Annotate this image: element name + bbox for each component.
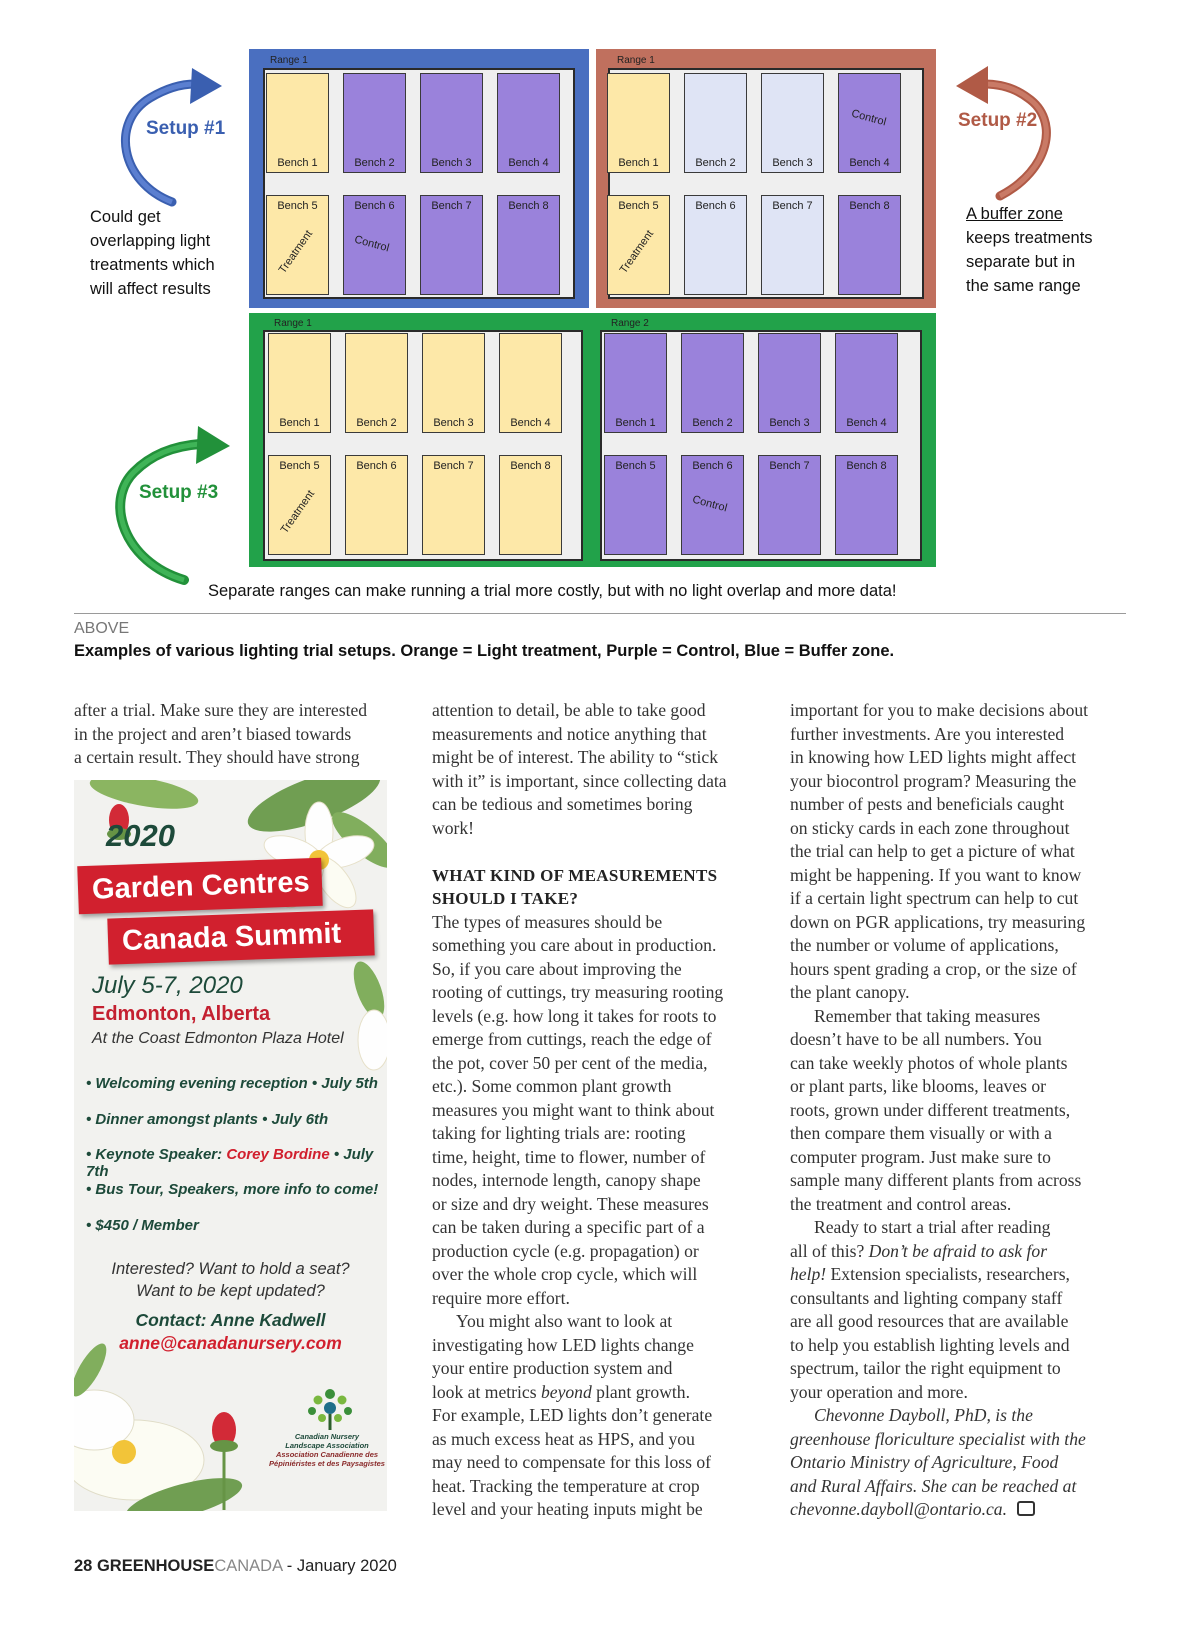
bench-label: Bench 1 <box>279 417 320 429</box>
bench-label: Bench 5 <box>615 460 656 472</box>
bench-7 <box>758 455 821 555</box>
bench-4 <box>497 73 560 173</box>
bench-tag: Control <box>353 233 391 255</box>
bench-label: Bench 6 <box>354 200 395 212</box>
bench-label: Bench 7 <box>433 460 474 472</box>
bench-6 <box>684 195 747 295</box>
bench-7 <box>761 195 824 295</box>
bench-6 <box>681 455 744 555</box>
bench-label: Bench 5 <box>277 200 318 212</box>
ad-bullet: • Keynote Speaker: Corey Bordine • July 7th <box>86 1146 374 1180</box>
bench-label: Bench 3 <box>769 417 810 429</box>
ad-bullet: • Bus Tour, Speakers, more info to come! <box>86 1181 379 1198</box>
range-label: Range 1 <box>270 55 308 66</box>
bench-label: Bench 2 <box>695 157 736 169</box>
range-label: Range 1 <box>274 318 312 329</box>
bench-3 <box>758 333 821 433</box>
author-email-link[interactable]: chevonne.dayboll@ontario.ca. <box>790 1499 1007 1519</box>
setup-1-note: Could get overlapping light treatments which will affect results <box>90 208 215 298</box>
bench-5 <box>266 195 329 295</box>
setup-1-label: Setup #1 <box>146 118 226 139</box>
bench-8 <box>497 195 560 295</box>
bench-label: Bench 7 <box>769 460 810 472</box>
caption-text: Examples of various lighting trial setups. Orange = Light treatment, Purple = Control, Blue = Buffer zone. <box>74 642 895 660</box>
bench-label: Bench 2 <box>354 157 395 169</box>
bench-6 <box>343 195 406 295</box>
bench-label: Bench 2 <box>692 417 733 429</box>
bench-tag: Treatment <box>276 228 316 276</box>
article-column-3: important for you to make decisions about further investments. Are you interested in knowing how LED lights might affect your biocontrol program? Measuring the number of pests and beneficials caught on sticky cards in each zone throughout the trial can help to get a picture of what might be happening. If you want to know if a certain light spectrum can help to cut down on PGR applications, try measuring the number or volume of applications, hours spent grading a crop, or the size of the plant canopy. Remember that taking measures doesn’t have to be all numbers. You can take weekly photos of whole plants or plant parts, like blooms, leaves or roots, grown under different treatments, then compare them visually or with a computer program. Just make sure to sample many different plants from across the treatment and control areas. Ready to start a trial after reading all of this? Don’t be afraid to ask for help! Extension specialists, researchers, consultants and lighting company staff are all good resources that are available to help you establish lighting levels and spectrum, tailor the right equipment to your operation and more. Chevonne Dayboll, PhD, is the greenhouse floriculture specialist with the Ontario Ministry of Agriculture, Food and Rural Affairs. She can be reached at chevonne.dayboll@ontario.ca. <box>790 700 1089 1519</box>
bench-2 <box>343 73 406 173</box>
bench-1 <box>268 333 331 433</box>
lighting-trial-diagram <box>0 0 1200 610</box>
bench-3 <box>422 333 485 433</box>
bench-4 <box>499 333 562 433</box>
bench-label: Bench 8 <box>846 460 887 472</box>
bench-5 <box>607 195 670 295</box>
article-column-2: attention to detail, be able to take good measurements and notice anything that might be of interest. The ability to “stick with it” is important, since collecting data can be tedious and sometimes boring work! WHAT KIND OF MEASUREMENTS SHOULD I TAKE? The types of measures should be something you care about in production. So, if you care about improving the rooting of cuttings, try measuring rooting levels (e.g. how long it takes for roots to emerge from cuttings, reach the edge of the pot, cover 50 per cent of the media, etc.). Some common plant growth measures you might want to think about taking for lighting trials are: rooting time, height, time to flower, number of nodes, internode length, canopy shape or size and dry weight. These measures can be taken during a specific part of a production cycle (e.g. propagation) or over the whole crop cycle, which will require more effort. You might also want to look at investigating how LED lights change your entire production system and look at metrics beyond plant growth. For example, LED lights don’t generate as much excess heat as HPS, and you may need to compensate for this loss of heat. Tracking the temperature at crop level and your heating inputs might be <box>432 699 772 1522</box>
bench-label: Bench 5 <box>279 460 320 472</box>
bench-label: Bench 6 <box>692 460 733 472</box>
cnla-logo-icon <box>300 1386 360 1432</box>
section-heading: SHOULD I TAKE? <box>432 889 579 908</box>
bench-tag: Treatment <box>617 228 657 276</box>
summit-advertisement[interactable] <box>74 780 387 1511</box>
ad-venue: At the Coast Edmonton Plaza Hotel <box>92 1030 344 1047</box>
bench-tag: Control <box>691 493 729 515</box>
ad-banner-1: Garden Centres <box>77 858 323 914</box>
bench-label: Bench 7 <box>431 200 472 212</box>
ad-bullet: • $450 / Member <box>86 1217 199 1234</box>
bench-1 <box>607 73 670 173</box>
bench-3 <box>420 73 483 173</box>
end-mark-icon <box>1017 1501 1035 1516</box>
issue-date: - January 2020 <box>286 1557 397 1575</box>
bench-label: Bench 4 <box>510 417 551 429</box>
bench-6 <box>345 455 408 555</box>
setup-2-arrow-icon <box>950 60 1070 210</box>
author-bio: Chevonne Dayboll, PhD, is the <box>814 1405 1033 1425</box>
bench-8 <box>499 455 562 555</box>
bench-label: Bench 2 <box>356 417 397 429</box>
diagram-bottom-note: Separate ranges can make running a trial more costly, but with no light overlap and more data! <box>208 582 897 600</box>
magazine-name-2: CANADA <box>214 1557 283 1575</box>
range-label: Range 2 <box>611 318 649 329</box>
magazine-name: GREENHOUSE <box>96 1557 215 1575</box>
bench-1 <box>604 333 667 433</box>
bench-8 <box>838 195 901 295</box>
setup-2-label: Setup #2 <box>958 110 1038 131</box>
ad-logo-text: Canadian Nursery Landscape Association Association Canadienne des Pépiniéristes et des Paysagistes <box>269 1432 385 1468</box>
caption-divider <box>74 613 1126 614</box>
bench-label: Bench 4 <box>846 417 887 429</box>
setup-2-note: A buffer zone keeps treatments separate but in the same range <box>966 205 1093 295</box>
page-number: 28 <box>74 1557 93 1575</box>
bench-label: Bench 7 <box>772 200 813 212</box>
section-heading: WHAT KIND OF MEASUREMENTS <box>432 865 718 885</box>
bench-1 <box>266 73 329 173</box>
ad-email-link[interactable]: anne@canadanursery.com <box>119 1333 342 1353</box>
bench-label: Bench 1 <box>615 417 656 429</box>
article-column-1: after a trial. Make sure they are interested in the project and aren’t biased towards a certain result. They should have strong <box>74 700 368 767</box>
bench-label: Bench 5 <box>618 200 659 212</box>
bench-4 <box>835 333 898 433</box>
bench-3 <box>761 73 824 173</box>
range-label: Range 1 <box>617 55 655 66</box>
bench-label: Bench 1 <box>277 157 318 169</box>
ad-city: Edmonton, Alberta <box>92 1003 271 1025</box>
bench-tag: Treatment <box>278 488 318 536</box>
bench-8 <box>835 455 898 555</box>
ad-bullet: • Welcoming evening reception • July 5th <box>86 1075 378 1092</box>
bench-label: Bench 6 <box>695 200 736 212</box>
bench-7 <box>420 195 483 295</box>
bench-label: Bench 1 <box>618 157 659 169</box>
bench-label: Bench 8 <box>849 200 890 212</box>
bench-tag: Control <box>850 107 888 129</box>
bench-5 <box>268 455 331 555</box>
bench-label: Bench 8 <box>510 460 551 472</box>
bench-label: Bench 8 <box>508 200 549 212</box>
caption-label: ABOVE <box>74 620 130 637</box>
page-footer <box>74 1557 397 1576</box>
bench-7 <box>422 455 485 555</box>
bench-label: Bench 4 <box>508 157 549 169</box>
ad-year: 2020 <box>106 818 175 853</box>
ad-dates: July 5-7, 2020 <box>92 972 243 999</box>
bench-label: Bench 4 <box>849 157 890 169</box>
ad-bullet: • Dinner amongst plants • July 6th <box>86 1111 329 1128</box>
bench-label: Bench 6 <box>356 460 397 472</box>
bench-2 <box>345 333 408 433</box>
ad-question: Interested? Want to hold a seat? Want to be kept updated? <box>111 1260 350 1300</box>
bench-5 <box>604 455 667 555</box>
bench-2 <box>681 333 744 433</box>
bench-4 <box>838 73 901 173</box>
ad-contact: Contact: Anne Kadwell <box>135 1310 326 1330</box>
bench-label: Bench 3 <box>772 157 813 169</box>
ad-banner-2: Canada Summit <box>107 909 374 964</box>
bench-label: Bench 3 <box>433 417 474 429</box>
bench-2 <box>684 73 747 173</box>
setup-3-label: Setup #3 <box>139 482 219 503</box>
bench-label: Bench 3 <box>431 157 472 169</box>
